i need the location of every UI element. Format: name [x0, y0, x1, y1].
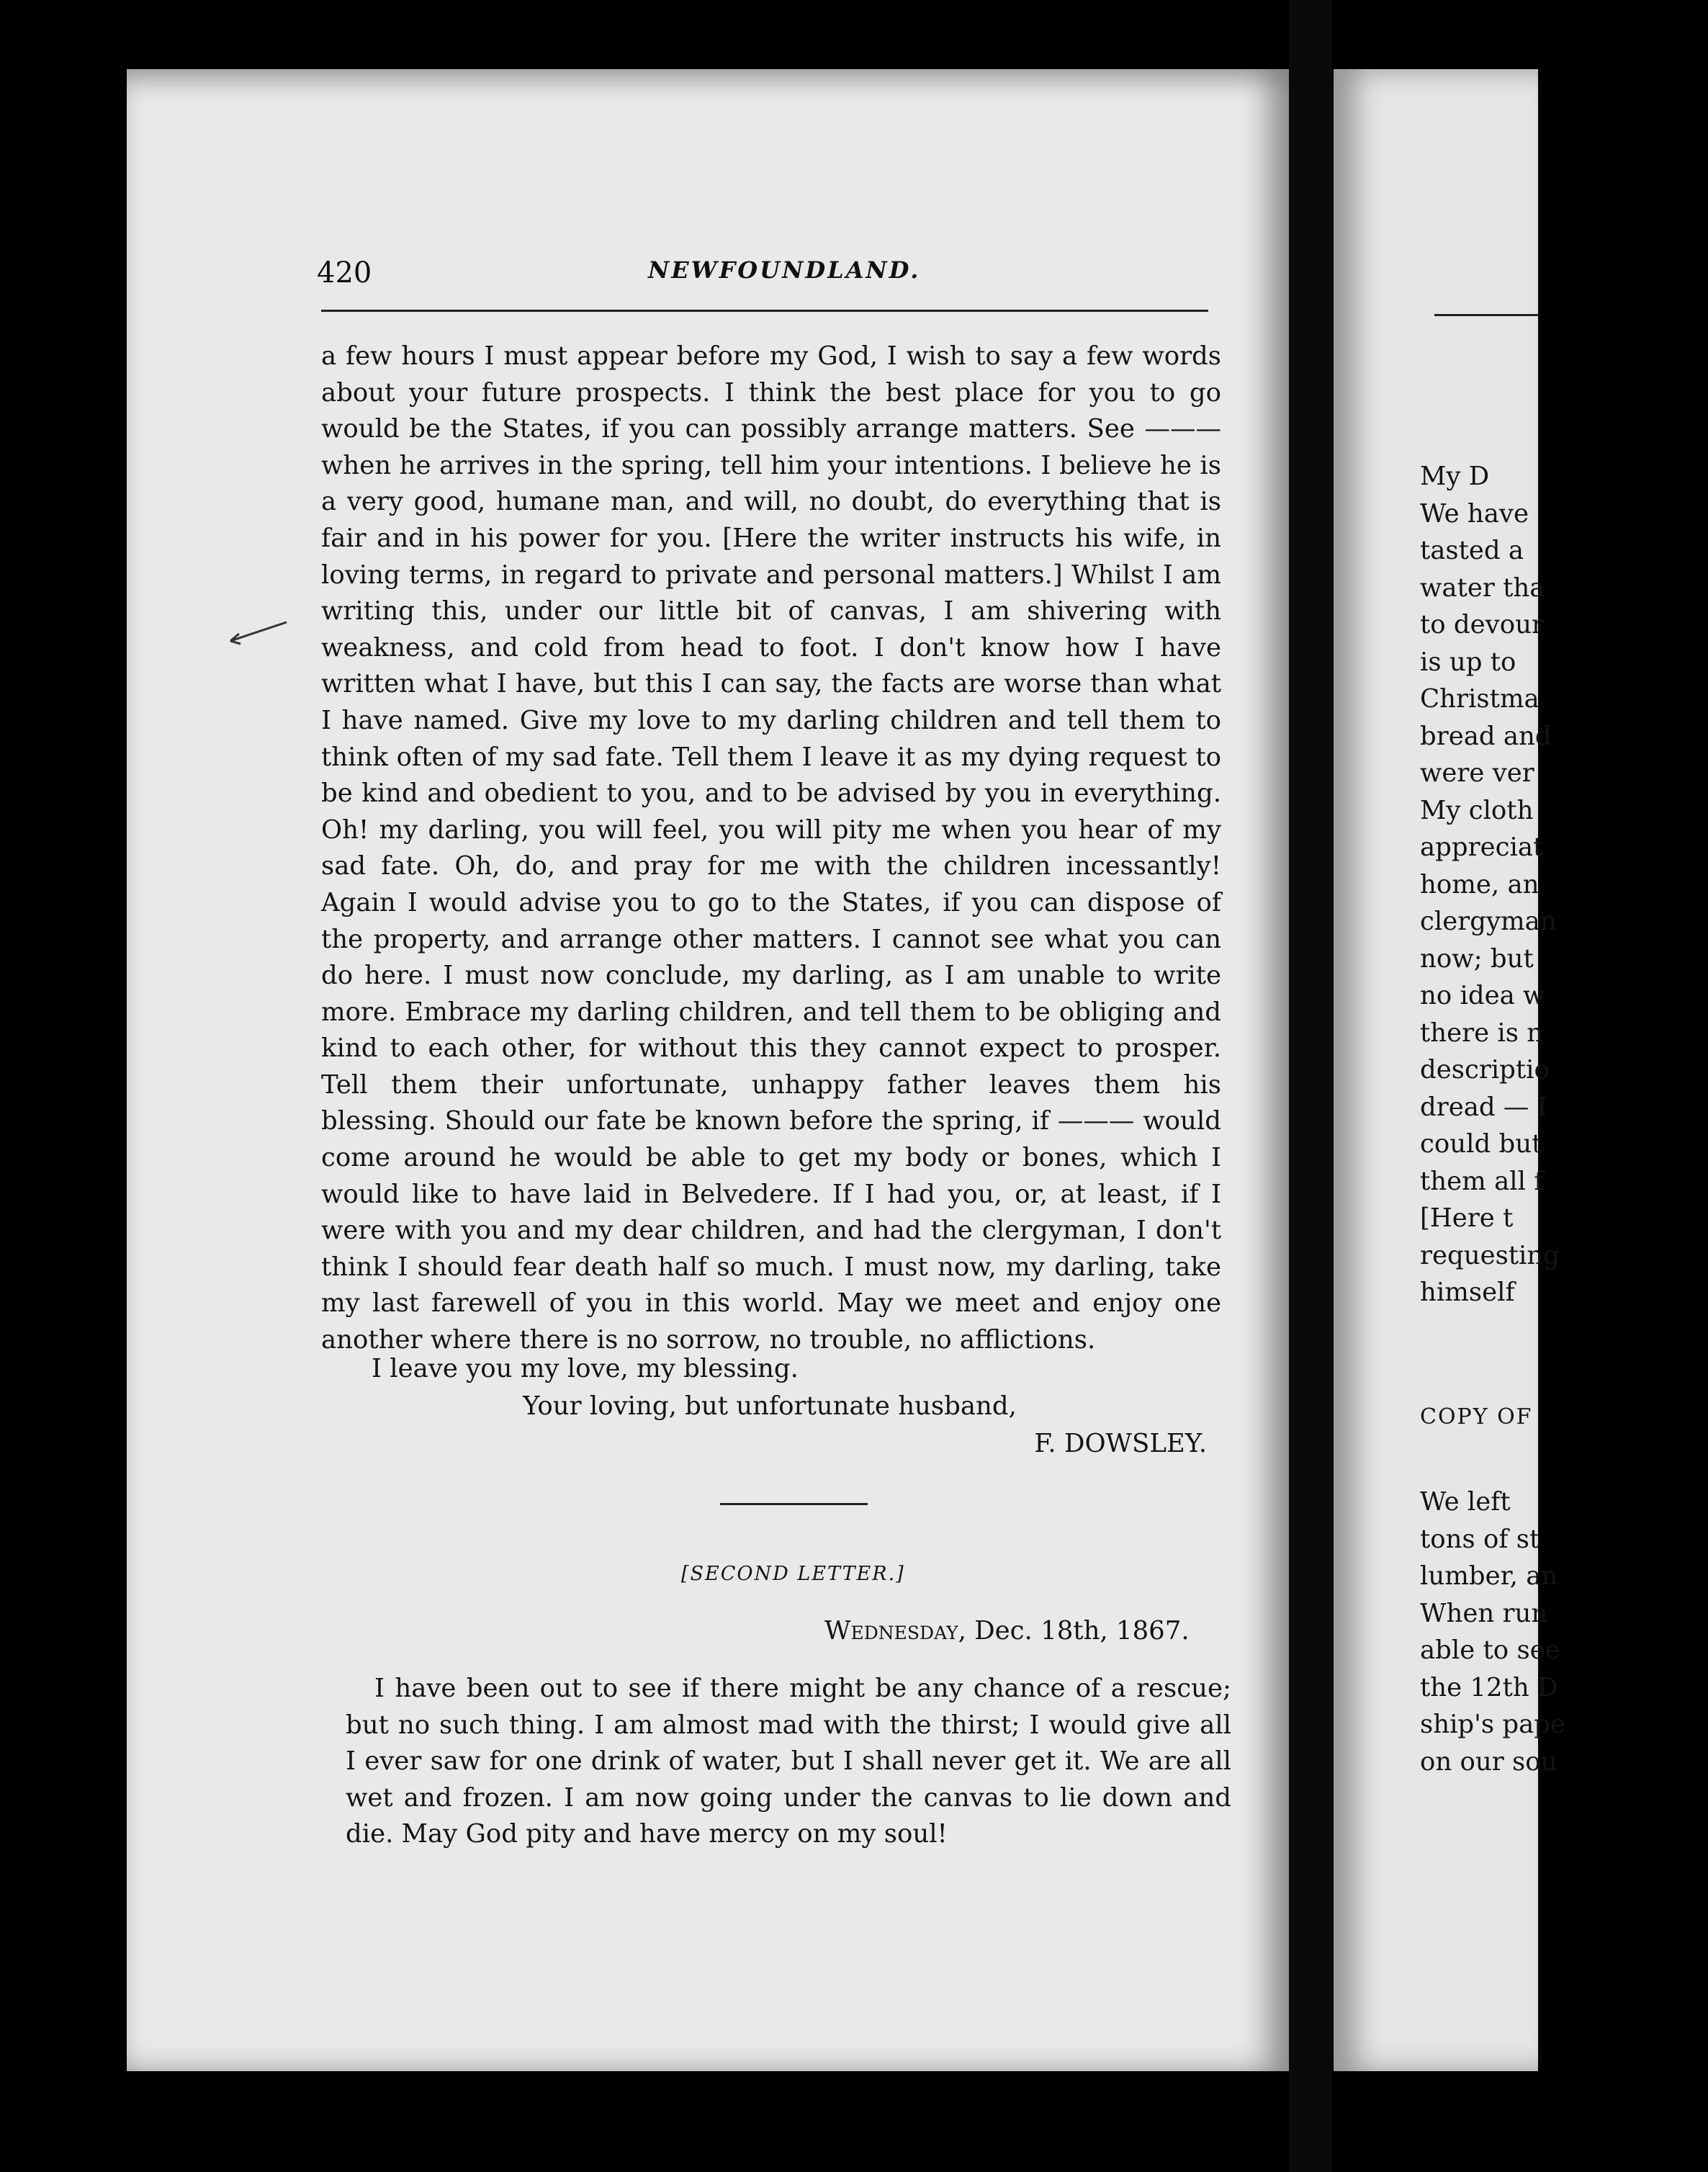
dateline [824, 1616, 1190, 1646]
book-gutter [1289, 0, 1332, 2172]
running-title: NEWFOUNDLAND. [648, 256, 921, 284]
right-line: tasted a [1420, 536, 1524, 565]
right-line: himself [1420, 1278, 1515, 1307]
right-line: We have [1420, 498, 1529, 529]
right-line: My D [1420, 462, 1490, 491]
page-number: 420 [317, 256, 372, 290]
right-line: now; but [1420, 943, 1534, 974]
right-line: When run [1420, 1598, 1548, 1628]
right-head-rule [1434, 314, 1538, 316]
second-letter-body [346, 1671, 1231, 1853]
right-page-heading: COPY OF [1420, 1404, 1533, 1430]
right-page-text-bottom [1420, 1484, 1708, 1780]
header-rule [321, 310, 1208, 312]
right-line: descriptio [1420, 1055, 1550, 1085]
right-line: dread — I [1420, 1092, 1547, 1122]
closing-text: Your loving, but unfortunate husband, [523, 1391, 1017, 1421]
section-separator [720, 1503, 868, 1505]
right-line: Christma [1420, 684, 1540, 714]
right-line: on our sou [1420, 1746, 1558, 1777]
right-line: ship's pape [1420, 1710, 1566, 1739]
letter-paragraph: I have been out to see if there might be any chance of a rescue; but no such thing. I am almost mad with the thirst; I would give all I ever saw for one drink of water, but I shall never get it. We are all wet and frozen. I am now going under the canvas to lie down and die. May God pity and have mercy on my soul! [346, 1674, 1231, 1849]
right-line: requesting [1420, 1240, 1560, 1270]
first-letter-body [321, 338, 1221, 1359]
right-line: able to see [1420, 1635, 1560, 1665]
running-head [317, 256, 1210, 307]
right-line: could but [1420, 1129, 1542, 1159]
dateline-date: Dec. 18th, 1867. [974, 1616, 1190, 1646]
right-page [1334, 69, 1566, 2071]
right-line: were ver [1420, 758, 1534, 788]
right-line: home, an [1420, 869, 1540, 899]
right-line: clergyman [1420, 907, 1557, 936]
right-line: appreciat [1420, 833, 1544, 862]
right-line: is up to [1420, 647, 1516, 677]
right-line: bread and [1420, 721, 1552, 751]
leave-line [321, 1354, 1221, 1383]
right-line: tons of st [1420, 1524, 1540, 1554]
closing-line [321, 1391, 1221, 1421]
right-line: to devour [1420, 610, 1544, 640]
dateline-day: Wednesday, [824, 1616, 966, 1646]
signature: F. DOWSLEY. [1034, 1429, 1207, 1458]
leave-line-text: I leave you my love, my blessing. [372, 1354, 799, 1383]
margin-arrow-mark [223, 619, 288, 648]
right-line: lumber, an [1420, 1561, 1558, 1591]
second-letter-heading: [SECOND LETTER.] [681, 1563, 905, 1585]
right-line: My cloth [1420, 795, 1534, 825]
right-line: there is n [1420, 1018, 1544, 1048]
right-line: water tha [1420, 573, 1545, 603]
right-line: no idea w [1420, 981, 1545, 1010]
right-line: the 12th D [1420, 1672, 1558, 1702]
signature-line [321, 1429, 1207, 1458]
letter-paragraph: a few hours I must appear before my God, I wish to say a few words about your future prospects. I think the best place for you to go would be the States, if you can possibly arrange matters. See ——— when he arrives in the spring, tell him your intentions. I believe he is a very good, humane man, and will, no doubt, do everything that is fair and in his power for you. [Here the writer instructs his wife, in loving terms, in regard to private and personal matters.] Whilst I am writing this, under our little bit of canvas, I am shivering with weakness, and cold from head to foot. I don't know how I have written what I have, but this I can say, the facts are worse than what I have named. Give my love to my darling children and tell them to think often of my sad fate. Tell them I leave it as my dying request to be kind and obedient to you, and to be advised by you in everything. Oh! my darling, you will feel, you will pity me when you hear of my sad fate. Oh, do, and pray for me with the children incessantly! Again I would advise you to go to the States, if you can dispose of the property, and arrange other matters. I cannot see what you can do here. I must now conclude, my darling, as I am unable to write more. Embrace my darling children, and tell them to be obliging and kind to each other, for without this they cannot expect to prosper. Tell them their unfortunate, unhappy father leaves them his blessing. Should our fate be known before the spring, if ——— would come around he would be able to get my body or bones, which I would like to have laid in Belvedere. If I had you, or, at least, if I were with you and my dear children, and had the clergyman, I don't think I should fear death half so much. I must now, my darling, take my last farewell of you in this world. May we meet and enjoy one another where there is no sorrow, no trouble, no afflictions. [321, 341, 1221, 1355]
right-line: them all f [1420, 1166, 1544, 1196]
right-line: [Here t [1420, 1203, 1514, 1233]
right-page-text-top [1420, 458, 1708, 1311]
right-line: We left [1420, 1487, 1511, 1517]
